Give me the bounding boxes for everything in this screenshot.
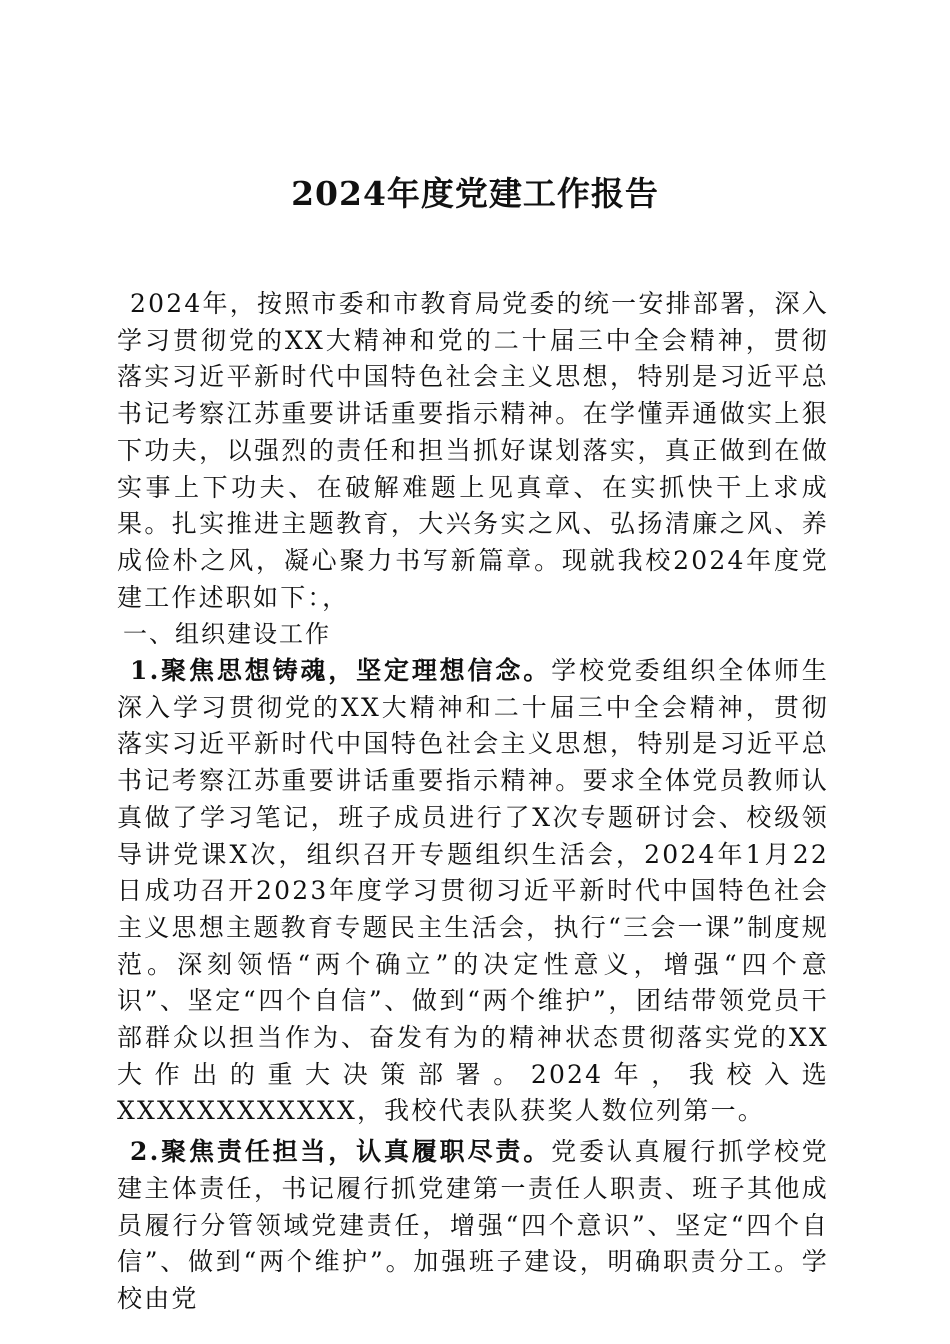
item-2-text: 党委认真履行抓学校党建主体责任，书记履行抓党建第一责任人职责、班子其他成员履行分管领域党建责任，增强“四个意识”、坚定“四个自信”、做到“两个维护”。加强班子建设，明确职责分工。学校由党 [117, 1137, 829, 1313]
item-paragraph-1 [117, 653, 829, 1130]
document-body [117, 286, 829, 1318]
document-title: 2024年度党建工作报告 [291, 174, 659, 213]
item-2-title: 2.聚焦责任担当，认真履职尽责。 [130, 1137, 552, 1167]
item-1-text: 学校党委组织全体师生深入学习贯彻党的XX大精神和二十届三中全会精神，贯彻落实习近平新时代中国特色社会主义思想，特别是习近平总书记考察江苏重要讲话重要指示精神。要求全体党员教师认真做了学习笔记，班子成员进行了X次专题研讨会、校级领导讲党课X次，组织召开专题组织生活会，2024年1月22日成功召开2023年度学习贯彻习近平新时代中国特色社会主义思想主题教育专题民主生活会，执行“三会一课”制度规范。深刻领悟“两个确立”的决定性意义，增强“四个意识”、坚定“四个自信”、做到“两个维护”，团结带领党员干部群众以担当作为、奋发有为的精神状态贯彻落实党的XX大作出的重大决策部署。2024年，我校入选XXXXXXXXXXXX，我校代表队获奖人数位列第一。 [117, 656, 829, 1126]
item-paragraph-2 [117, 1134, 829, 1318]
section-heading-organization: 一、组织建设工作 [123, 620, 331, 649]
intro-paragraph: 2024年，按照市委和市教育局党委的统一安排部署，深入学习贯彻党的XX大精神和党的二十届三中全会精神，贯彻落实习近平新时代中国特色社会主义思想，特别是习近平总书记考察江苏重要讲话重要指示精神。在学懂弄通做实上狠下功夫，以强烈的责任和担当抓好谋划落实，真正做到在做实事上下功夫、在破解难题上见真章、在实抓快干上求成果。扎实推进主题教育，大兴务实之风、弘扬清廉之风、养成俭朴之风，凝心聚力书写新篇章。现就我校2024年度党建工作述职如下：， [117, 289, 829, 612]
item-1-title: 1.聚焦思想铸魂，坚定理想信念。 [130, 656, 552, 686]
